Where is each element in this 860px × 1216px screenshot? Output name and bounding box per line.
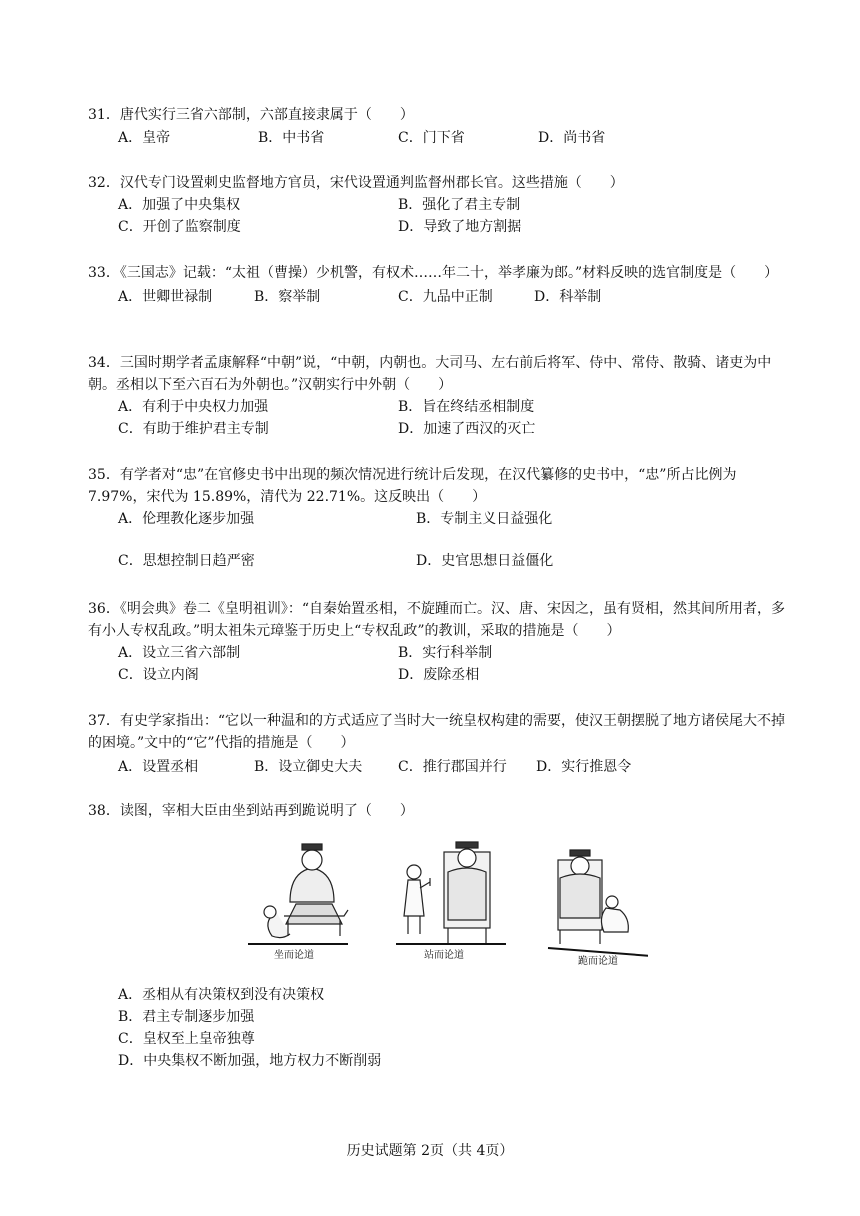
option-a: A．丞相从有决策权到没有决策权 [118,987,325,1003]
option-a: A．加强了中央集权 [118,197,241,213]
option-c: C．有助于维护君主专制 [118,421,269,437]
option-d: D．实行推恩令 [536,759,632,775]
question-37 [88,710,788,778]
illustration-figure [248,832,648,972]
question-stem: 34．三国时期学者孟康解释“中朝”说，“中朝，内朝也。大司马、左右前后将军、侍中、常侍、散骑、诸吏为中朝。丞相以下至六百石为外朝也。”汉朝实行中外朝（ ） [88,355,772,393]
option-a: A．世卿世禄制 [118,289,213,305]
question-31 [88,104,788,149]
option-b: B．君主专制逐步加强 [118,1009,255,1025]
emperor-minister-illustration [248,832,648,972]
option-b: B．察举制 [254,289,321,305]
question-stem: 32．汉代专门设置刺史监督地方官员，宋代设置通判监督州郡长官。这些措施（ ） [88,175,624,191]
caption-kneeling: 跪而论道 [578,956,618,967]
option-d: D．史官思想日益僵化 [416,553,554,569]
option-c: C．思想控制日趋严密 [118,553,255,569]
question-34 [88,352,788,440]
kneeling-panel-drawing [558,850,628,944]
option-d: D．导致了地方割据 [398,219,522,235]
option-d: D．加速了西汉的灭亡 [398,421,536,437]
option-b: B．中书省 [258,130,325,146]
option-b: B．强化了君主专制 [398,197,521,213]
question-stem: 35．有学者对“忠”在官修史书中出现的频次情况进行统计后发现，在汉代纂修的史书中，“忠”所占比例为 7.97%，宋代为 15.89%，清代为 22.71%。这反映出（ ） [88,467,737,505]
option-b: B．实行科举制 [398,645,493,661]
question-38-options [88,984,788,1072]
question-stem: 33．《三国志》记载：“太祖（曹操）少机警，有权术……年二十，举孝廉为郎。”材料反映的选官制度是（ ） [88,265,779,281]
question-stem: 38．读图，宰相大臣由坐到站再到跪说明了（ ） [88,803,414,819]
option-d: D．废除丞相 [398,667,480,683]
question-38 [88,800,788,822]
option-c: C．设立内阁 [118,667,199,683]
option-a: A．皇帝 [118,130,171,146]
option-d: D．尚书省 [538,130,606,146]
option-c: C．九品中正制 [398,289,493,305]
option-a: A．有利于中央权力加强 [118,399,269,415]
option-c: C．皇权至上皇帝独尊 [118,1031,255,1047]
option-a: A．设立三省六部制 [118,645,241,661]
caption-standing: 站而论道 [424,950,464,961]
option-a: A．伦理教化逐步加强 [118,511,255,527]
question-33 [88,262,788,308]
option-c: C．门下省 [398,130,465,146]
question-stem: 37．有史学家指出：“它以一种温和的方式适应了当时大一统皇权构建的需要，使汉王朝摆脱了地方诸侯尾大不掉的困境。”文中的“它”代指的措施是（ ） [88,713,785,751]
option-d: D．中央集权不断加强，地方权力不断削弱 [118,1053,382,1069]
question-36 [88,598,788,686]
option-b: B．专制主义日益强化 [416,511,553,527]
question-32 [88,172,788,238]
question-stem: 31．唐代实行三省六部制，六部直接隶属于（ ） [88,107,414,123]
option-d: D．科举制 [534,289,602,305]
option-b: B．旨在终结丞相制度 [398,399,535,415]
question-35 [88,464,788,572]
caption-sitting: 坐而论道 [274,950,314,961]
option-b: B．设立御史大夫 [254,759,363,775]
sitting-panel-drawing [264,844,348,938]
option-c: C．推行郡国并行 [398,759,507,775]
option-c: C．开创了监察制度 [118,219,241,235]
question-stem: 36．《明会典》卷二《皇明祖训》：“自秦始置丞相，不旋踵而亡。汉、唐、宋因之，虽有贤相，然其间所用者，多有小人专权乱政。”明太祖朱元璋鉴于历史上“专权乱政”的教训，采取的措施是（ ） [88,601,785,639]
option-a: A．设置丞相 [118,759,199,775]
standing-panel-drawing [404,842,490,944]
page-footer: 历史试题第 2页（共 4页） [346,1143,514,1159]
